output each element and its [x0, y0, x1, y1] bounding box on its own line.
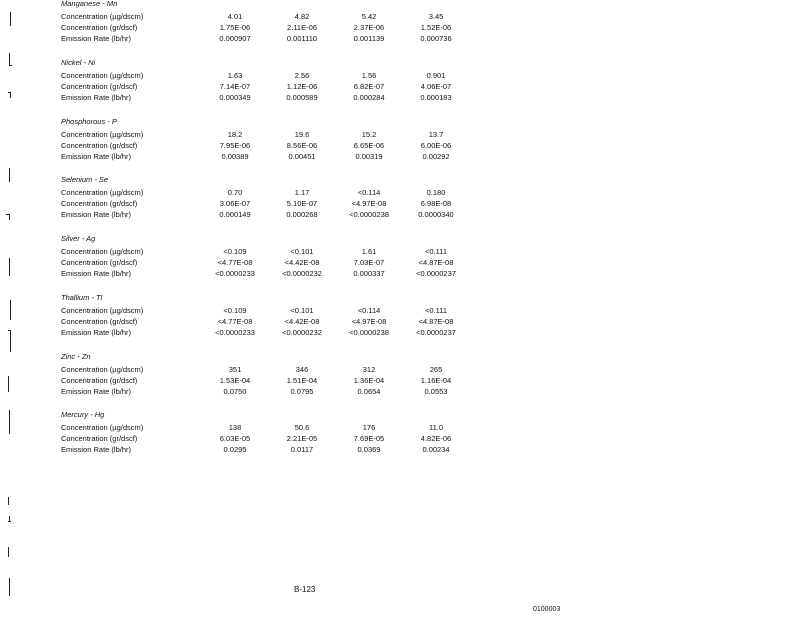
row-label: Emission Rate (lb/hr) — [61, 152, 132, 161]
row-label: Concentration (µg/dscm) — [61, 306, 144, 315]
table-row — [0, 93, 800, 104]
table-row — [0, 71, 800, 82]
scan-mark — [10, 12, 11, 26]
cell-run-1: 1.75E-06 — [219, 23, 251, 32]
row-label: Emission Rate (lb/hr) — [61, 93, 132, 102]
cell-run-4: 13.7 — [428, 130, 444, 139]
section-heading: Manganese - Mn — [61, 0, 118, 8]
cell-run-3: <4.97E-08 — [351, 199, 387, 208]
cell-run-1: 3.06E-07 — [219, 199, 251, 208]
cell-run-1: 7.14E-07 — [219, 82, 251, 91]
cell-run-4: 4.82E-06 — [420, 434, 452, 443]
row-label: Concentration (µg/dscm) — [61, 188, 144, 197]
cell-run-4: 0.0000340 — [418, 210, 454, 219]
cell-run-4: 6.98E-08 — [420, 199, 452, 208]
row-label: Concentration (gr/dscf) — [61, 258, 138, 267]
scan-mark — [8, 330, 11, 331]
row-label: Emission Rate (lb/hr) — [61, 387, 132, 396]
cell-run-3: 312 — [362, 365, 376, 374]
cell-run-4: 1.16E-04 — [420, 376, 452, 385]
cell-run-1: 0.00389 — [221, 152, 249, 161]
cell-run-2: <0.101 — [290, 306, 314, 315]
cell-run-1: <4.77E-08 — [217, 258, 253, 267]
scan-mark — [9, 65, 12, 66]
cell-run-2: <4.42E-08 — [284, 258, 320, 267]
scan-mark — [9, 214, 10, 220]
scan-mark — [8, 547, 9, 557]
cell-run-3: 1.56 — [361, 71, 377, 80]
cell-run-4: 265 — [429, 365, 443, 374]
cell-run-2: 50.6 — [294, 423, 310, 432]
cell-run-3: 15.2 — [361, 130, 377, 139]
cell-run-1: <0.109 — [223, 306, 247, 315]
section-heading: Zinc - Zn — [61, 352, 91, 361]
row-label: Concentration (gr/dscf) — [61, 82, 138, 91]
cell-run-1: 6.03E-05 — [219, 434, 251, 443]
scan-mark — [8, 521, 11, 522]
cell-run-2: 1.17 — [294, 188, 310, 197]
table-row — [0, 376, 800, 387]
cell-run-2: 5.10E-07 — [286, 199, 318, 208]
cell-run-3: 1.61 — [361, 247, 377, 256]
cell-run-3: 176 — [362, 423, 376, 432]
cell-run-1: 351 — [228, 365, 242, 374]
cell-run-3: 6.82E-07 — [353, 82, 385, 91]
table-row — [0, 23, 800, 34]
section-heading: Phosphorous - P — [61, 117, 117, 126]
row-label: Emission Rate (lb/hr) — [61, 445, 132, 454]
cell-run-2: 346 — [295, 365, 309, 374]
table-row — [0, 82, 800, 93]
cell-run-1: <4.77E-08 — [217, 317, 253, 326]
scan-mark — [9, 578, 10, 596]
scan-mark — [8, 92, 11, 93]
table-row — [0, 423, 800, 434]
cell-run-2: 19.6 — [294, 130, 310, 139]
table-row — [0, 306, 800, 317]
cell-run-4: <0.111 — [424, 247, 448, 256]
cell-run-3: 7.03E-07 — [353, 258, 385, 267]
cell-run-4: <4.87E-08 — [418, 258, 454, 267]
cell-run-2: <0.0000232 — [282, 328, 322, 337]
cell-run-4: 0.000736 — [420, 34, 452, 43]
cell-run-3: <0.114 — [357, 306, 381, 315]
scan-mark — [9, 168, 10, 182]
cell-run-1: <0.109 — [223, 247, 247, 256]
cell-run-4: 0.901 — [426, 71, 446, 80]
cell-run-1: 0.000149 — [219, 210, 251, 219]
table-row — [0, 152, 800, 163]
cell-run-4: 0.0553 — [424, 387, 448, 396]
table-row — [0, 34, 800, 45]
cell-run-2: 0.000589 — [286, 93, 318, 102]
scan-mark — [9, 53, 10, 65]
row-label: Concentration (µg/dscm) — [61, 365, 144, 374]
cell-run-4: 3.45 — [428, 12, 444, 21]
cell-run-1: 1.63 — [227, 71, 243, 80]
cell-run-2: 0.001110 — [286, 34, 318, 43]
cell-run-3: <0.114 — [357, 188, 381, 197]
cell-run-3: 0.000284 — [353, 93, 385, 102]
cell-run-1: 7.95E-06 — [219, 141, 251, 150]
row-label: Concentration (µg/dscm) — [61, 71, 144, 80]
section-heading: Thallium - Tl — [61, 293, 103, 302]
row-label: Concentration (µg/dscm) — [61, 423, 144, 432]
cell-run-4: 0.00292 — [422, 152, 450, 161]
cell-run-3: <0.0000238 — [349, 328, 389, 337]
cell-run-1: 0.000349 — [219, 93, 251, 102]
table-row — [0, 199, 800, 210]
cell-run-4: <0.0000237 — [416, 269, 456, 278]
scan-mark — [8, 376, 9, 392]
row-label: Emission Rate (lb/hr) — [61, 34, 132, 43]
cell-run-4: <4.87E-08 — [418, 317, 454, 326]
row-label: Concentration (µg/dscm) — [61, 130, 144, 139]
cell-run-4: 11.0 — [428, 423, 444, 432]
row-label: Concentration (gr/dscf) — [61, 199, 138, 208]
cell-run-3: 0.000337 — [353, 269, 385, 278]
cell-run-3: 2.37E-06 — [353, 23, 385, 32]
cell-run-1: <0.0000233 — [215, 269, 255, 278]
cell-run-2: 0.00451 — [288, 152, 316, 161]
page-number: B-123 — [294, 585, 316, 594]
cell-run-1: 0.0750 — [223, 387, 247, 396]
cell-run-1: 1.53E-04 — [219, 376, 251, 385]
cell-run-4: 0.000183 — [420, 93, 452, 102]
table-row — [0, 188, 800, 199]
cell-run-3: 0.00319 — [355, 152, 383, 161]
cell-run-2: 0.0795 — [290, 387, 314, 396]
cell-run-2: 1.12E-06 — [286, 82, 318, 91]
row-label: Emission Rate (lb/hr) — [61, 210, 132, 219]
cell-run-4: 6.00E-06 — [420, 141, 452, 150]
scan-mark — [10, 330, 11, 352]
table-row — [0, 269, 800, 280]
cell-run-2: 2.56 — [294, 71, 310, 80]
section-heading: Selenium - Se — [61, 175, 109, 184]
table-row — [0, 328, 800, 339]
table-row — [0, 387, 800, 398]
scan-mark — [10, 300, 11, 320]
section-heading: Mercury - Hg — [61, 410, 105, 419]
cell-run-2: 8.56E-06 — [286, 141, 318, 150]
cell-run-1: 4.01 — [227, 12, 243, 21]
table-row — [0, 130, 800, 141]
cell-run-4: <0.111 — [424, 306, 448, 315]
row-label: Concentration (µg/dscm) — [61, 247, 144, 256]
cell-run-3: 7.69E-05 — [353, 434, 385, 443]
row-label: Concentration (gr/dscf) — [61, 317, 138, 326]
cell-run-1: 18.2 — [227, 130, 243, 139]
cell-run-3: 5.42 — [361, 12, 377, 21]
table-row — [0, 258, 800, 269]
row-label: Concentration (gr/dscf) — [61, 376, 138, 385]
row-label: Emission Rate (lb/hr) — [61, 328, 132, 337]
table-row — [0, 247, 800, 258]
table-row — [0, 141, 800, 152]
cell-run-2: 4.82 — [294, 12, 310, 21]
cell-run-1: 0.70 — [227, 188, 243, 197]
table-row — [0, 434, 800, 445]
cell-run-3: 1.36E-04 — [353, 376, 385, 385]
table-row — [0, 317, 800, 328]
cell-run-2: 2.21E-05 — [286, 434, 318, 443]
cell-run-1: 0.000907 — [219, 34, 251, 43]
row-label: Concentration (gr/dscf) — [61, 23, 138, 32]
section-heading: Silver - Ag — [61, 234, 96, 243]
cell-run-2: <4.42E-08 — [284, 317, 320, 326]
cell-run-2: 1.51E-04 — [286, 376, 318, 385]
row-label: Emission Rate (lb/hr) — [61, 269, 132, 278]
cell-run-3: 0.0369 — [357, 445, 381, 454]
scan-mark — [8, 497, 9, 505]
cell-run-2: <0.101 — [290, 247, 314, 256]
row-label: Concentration (µg/dscm) — [61, 12, 144, 21]
cell-run-1: <0.0000233 — [215, 328, 255, 337]
section-heading: Nickel - Ni — [61, 58, 96, 67]
cell-run-3: 0.0654 — [357, 387, 381, 396]
cell-run-3: 6.65E-06 — [353, 141, 385, 150]
table-row — [0, 365, 800, 376]
cell-run-3: <0.0000238 — [349, 210, 389, 219]
row-label: Concentration (gr/dscf) — [61, 434, 138, 443]
document-code: 0100003 — [533, 606, 561, 613]
table-row — [0, 210, 800, 221]
cell-run-1: 0.0295 — [223, 445, 247, 454]
cell-run-3: 0.001139 — [353, 34, 385, 43]
cell-run-2: 0.0117 — [290, 445, 314, 454]
cell-run-4: 4.06E-07 — [420, 82, 452, 91]
table-row — [0, 12, 800, 23]
cell-run-2: 2.11E-06 — [287, 23, 317, 32]
table-row — [0, 445, 800, 456]
cell-run-4: 1.52E-06 — [420, 23, 452, 32]
cell-run-4: <0.0000237 — [416, 328, 456, 337]
row-label: Concentration (gr/dscf) — [61, 141, 138, 150]
cell-run-3: <4.97E-08 — [351, 317, 387, 326]
cell-run-4: 0.00234 — [422, 445, 450, 454]
scan-mark — [9, 410, 10, 434]
cell-run-2: <0.0000232 — [282, 269, 322, 278]
cell-run-2: 0.000268 — [286, 210, 318, 219]
cell-run-4: 0.180 — [426, 188, 446, 197]
cell-run-1: 138 — [228, 423, 242, 432]
scan-mark — [9, 258, 10, 276]
